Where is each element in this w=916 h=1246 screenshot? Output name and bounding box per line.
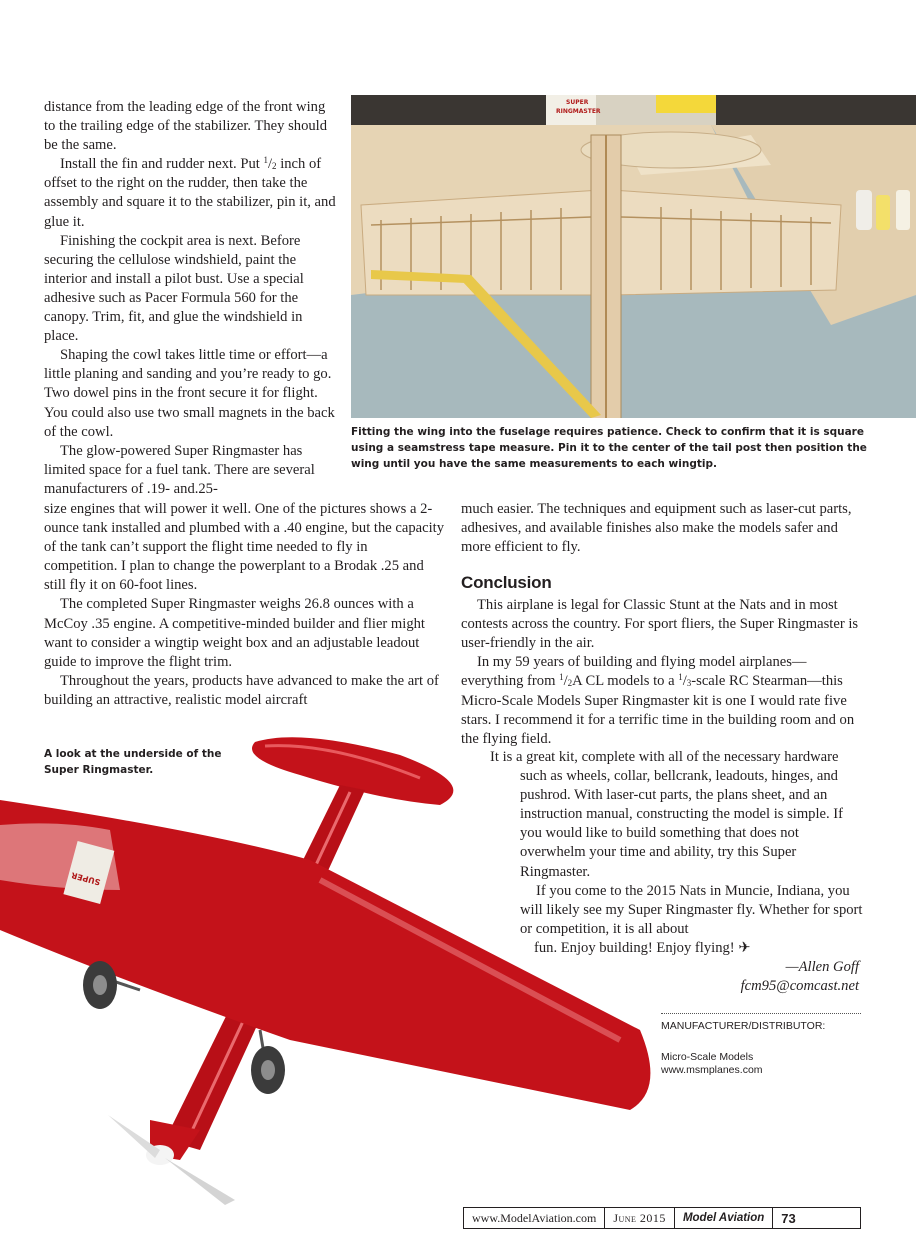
paragraph: Throughout the years, products have advanced to make the art of building an attractive, realistic model aircraft: [44, 672, 439, 708]
manufacturer-box: [661, 1013, 861, 1077]
paragraph: distance from the leading edge of the front wing to the trailing edge of the stabilizer. They should be the same.: [44, 99, 328, 154]
text-run: inch of offset to the right on the rudder, then take the assembly and square it to the stabilizer, pin it, and glue it.: [44, 156, 336, 230]
footer-site[interactable]: www.ModelAviation.com: [464, 1208, 605, 1228]
paragraph: Finishing the cockpit area is next. Before securing the cellulose windshield, paint the interior and install a pilot bust. Use a special adhesive such as Pacer Formula 560 for the canopy. Trim, fit, and glue the windshield in place.: [44, 232, 304, 345]
section-heading: Conclusion: [461, 573, 552, 592]
author-email: fcm95@comcast.net: [740, 978, 859, 995]
footer-issue: June 2015: [605, 1208, 675, 1228]
paragraph: This airplane is legal for Classic Stunt at the Nats and in most contests across the country. For sport fliers, the Super Ringmaster is user-friendly in the air.: [461, 597, 859, 652]
paragraph: size engines that will power it well. One of the pictures shows a 2-ounce tank installed and plumbed with a .40 engine, but the capacity of the tank can’t support the flight time needed to fly in competition. I plan to change the powerplant to a Brodak .25 and still fly it on 60-foot lines.: [44, 501, 444, 594]
paragraph: It is a great kit, complete with all of the necessary hardware such as wheels, collar, bellcrank, leadouts, hinges, and pushrod. With laser-cut parts, the plans sheet, and an instruction manual, constructing the model is simple. If you would like to build something that does not overwhelm your time and ability, try this Super Ringmaster.: [490, 749, 844, 880]
fraction-numerator: 1: [678, 672, 683, 683]
article-column-right-top: [461, 500, 861, 557]
footer-magazine: Model Aviation: [675, 1208, 773, 1228]
end-mark-plane-icon: ✈: [738, 939, 751, 956]
text-run: Install the fin and rudder next. Put: [60, 156, 264, 173]
kit-box-label: RINGMASTER: [556, 108, 601, 115]
text-run: A CL models to a: [572, 673, 679, 690]
photo-caption-bottom: A look at the underside of the Super Ringmaster.: [44, 748, 222, 776]
conclusion-section: [461, 573, 861, 749]
wing-fitting-illustration: [351, 95, 916, 418]
manufacturer-heading: MANUFACTURER/DISTRIBUTOR:: [661, 1020, 826, 1032]
text-run: -scale RC Stearman—this Micro-Scale Models Super Ringmaster kit is one I would rate five stars. I recommend it for a terrific time in the building room and on the flying field.: [461, 673, 855, 747]
wing-decal: SUPER: [70, 870, 102, 887]
fraction-denominator: 2: [567, 678, 573, 689]
kit-box-label: SUPER: [566, 99, 589, 106]
manufacturer-url[interactable]: www.msmplanes.com: [661, 1064, 763, 1076]
page-number: 73: [781, 1210, 796, 1226]
red-plane-illustration: [0, 730, 660, 1210]
paragraph: In my 59 years of building and flying model airplanes—everything from $^1/_2A$ CL models to a $^1/_3$-scale RC Stearman—this Micro-Scale Models Super Ringmaster kit is one I would rate five stars. I recommend it for a terrific time in the building room and on the flying field.: [461, 654, 855, 747]
plane-underside-photo: [0, 730, 660, 1210]
text-run: If you come to the 2015 Nats in Muncie, Indiana, you will likely see my Super Ringmaster fly. Whether for sport or competition, it is all about: [520, 882, 863, 937]
fraction-numerator: 1: [263, 155, 268, 166]
manufacturer-name: Micro-Scale Models: [661, 1051, 754, 1063]
paragraph: The glow-powered Super Ringmaster has limited space for a fuel tank. There are several manufacturers of .19- and.25-: [44, 442, 315, 497]
paragraph: Install the fin and rudder next. Put $^1/_2$ inch of offset to the right on the rudder, then take the assembly and square it to the stabilizer, pin it, and glue it.: [44, 155, 336, 230]
photo-caption-top: Fitting the wing into the fuselage requires patience. Check to confirm that it is square using a seamstress tape measure. Pin it to the center of the tail post then position the wing until you have the same measurements to each wingtip.: [351, 426, 867, 470]
paragraph: Shaping the cowl takes little time or effort—a little planing and sanding and you’re ready to go. Two dowel pins in the front secure it for flight. You could also use two small magnets in the back of the cowl.: [44, 347, 335, 440]
wing-fitting-photo: [351, 95, 916, 418]
fraction-numerator: 1: [559, 672, 564, 683]
paragraph: much easier. The techniques and equipment such as laser-cut parts, adhesives, and available finishes also make the models safer and more efficient to fly.: [461, 501, 852, 556]
fraction-denominator: 2: [272, 161, 277, 172]
fraction-denominator: 3: [686, 678, 692, 689]
article-column-left-top: [44, 98, 336, 499]
page-footer: [463, 1207, 861, 1229]
closing-text: fun. Enjoy building! Enjoy flying!: [534, 939, 735, 956]
article-column-left-bottom: [44, 500, 444, 710]
author-name: —Allen Goff: [785, 959, 859, 976]
paragraph: The completed Super Ringmaster weighs 26.8 ounces with a McCoy .35 engine. A competitive-minded builder and flier might want to consider a wingtip weight box and an adjustable leadout guide to improve the flight trim.: [44, 596, 425, 670]
text-run: In my 59 years of building and flying model airplanes—everything from: [461, 654, 807, 690]
